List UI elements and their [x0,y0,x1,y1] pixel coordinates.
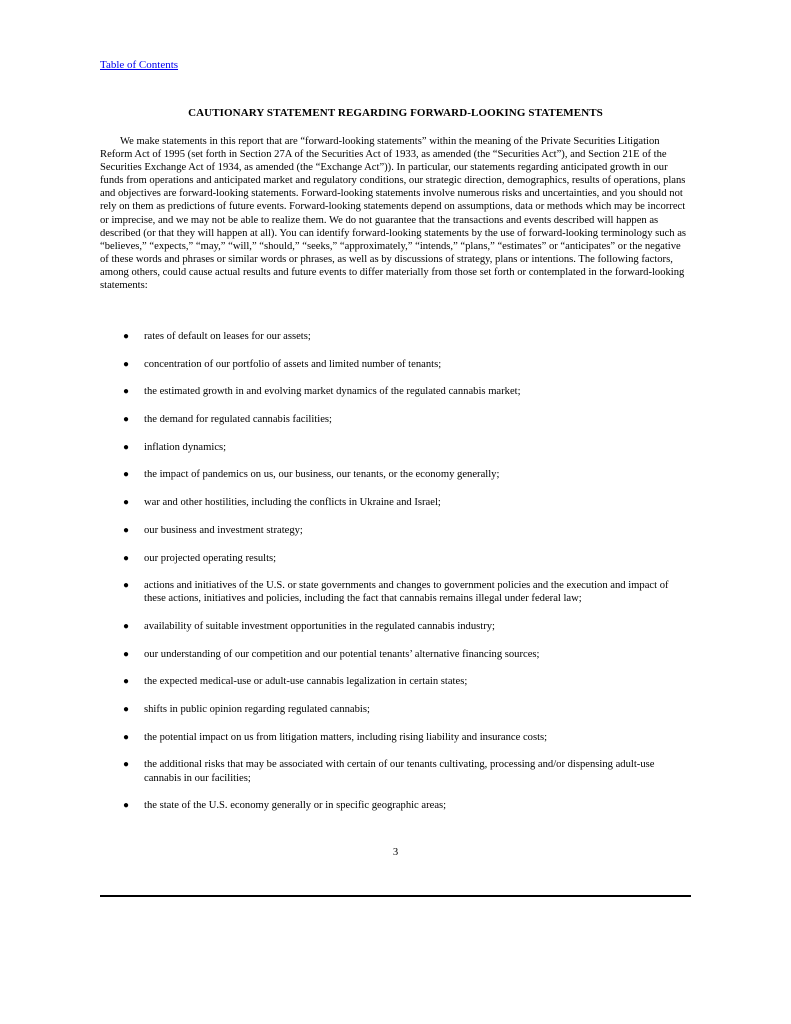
list-item [100,758,691,784]
list-item [100,330,691,343]
bullet-icon: ● [123,704,130,716]
list-item-text: availability of suitable investment opportunities in the regulated cannabis industry; [144,620,495,632]
bullet-icon: ● [123,552,130,564]
bullet-icon: ● [123,358,130,370]
list-item-text: inflation dynamics; [144,441,227,453]
list-item-text: the potential impact on us from litigation matters, including rising liability and insurance costs; [144,731,548,743]
bullet-icon: ● [123,580,130,592]
list-item-text: actions and initiatives of the U.S. or state governments and changes to government policies and the execution and impact of these actions, initiatives and policies, including the fact that cannabis remains illegal under federal law; [144,580,669,605]
list-item-text: the demand for regulated cannabis facilities; [144,414,332,426]
bullet-icon: ● [123,524,130,536]
list-item [100,468,691,481]
list-item-text: the additional risks that may be associated with certain of our tenants cultivating, processing and/or dispensing adult-use cannabis in our facilities; [144,759,655,784]
list-item [100,799,691,812]
bullet-icon: ● [123,676,130,688]
list-item [100,496,691,509]
list-item [100,413,691,426]
list-item [100,358,691,371]
list-item [100,385,691,398]
bullet-icon: ● [123,441,130,453]
list-item [100,648,691,661]
list-item [100,703,691,716]
list-item-text: our business and investment strategy; [144,524,303,536]
list-item [100,731,691,744]
bullet-icon: ● [123,331,130,342]
list-item-text: the impact of pandemics on us, our business, our tenants, or the economy generally; [144,469,500,481]
bullet-icon: ● [123,620,130,632]
risk-factor-list [100,330,691,827]
list-item-text: the state of the U.S. economy generally or in specific geographic areas; [144,800,447,812]
list-item-text: our projected operating results; [144,552,277,564]
bullet-icon: ● [123,414,130,426]
list-item [100,675,691,688]
list-item [100,620,691,633]
intro-paragraph: We make statements in this report that are “forward-looking statements” within the meaning of the Private Securities Litigation Reform Act of 1995 (set forth in Section 27A of the Securities Act of 1933, as amended (the “Securities Act”), and Section 21E of the Securities Exchange Act of 1934, as amended (the “Exchange Act”)). In particular, our statements regarding anticipated growth in our funds from operations and anticipated market and regulatory conditions, our strategic direction, demographics, results of operations, plans and objectives are forward-looking statements. Forward-looking statements involve numerous risks and uncertainties, and you should not rely on them as predictions of future events. Forward-looking statements depend on assumptions, data or methods which may be incorrect or imprecise, and we may not be able to realize them. We do not guarantee that the transactions and events described will happen as described (or that they will happen at all). You can identify forward-looking statements by the use of forward-looking terminology such as “believes,” “expects,” “may,” “will,” “should,” “seeks,” “approximately,” “intends,” “plans,” “estimates” or “anticipates” or the negative of these words and phrases or similar words or phrases, as well as by discussions of strategy, plans or intentions. The following factors, among others, could cause actual results and future events to differ materially from those set forth or contemplated in the forward-looking statements: [100,136,687,292]
list-item [100,441,691,454]
list-item-text: our understanding of our competition and our potential tenants’ alternative financing sources; [144,648,540,660]
bullet-icon: ● [123,800,130,812]
list-item-text: the estimated growth in and evolving market dynamics of the regulated cannabis market; [144,386,521,398]
list-item [100,552,691,565]
list-item [100,524,691,537]
page-number: 3 [392,847,399,858]
list-item-text: rates of default on leases for our assets; [144,331,311,342]
bullet-icon: ● [123,469,130,481]
bullet-icon: ● [123,731,130,743]
list-item [100,579,691,605]
list-item-text: concentration of our portfolio of assets and limited number of tenants; [144,358,442,370]
bullet-icon: ● [123,759,130,771]
bullet-icon: ● [123,497,130,509]
page-divider [100,895,691,897]
bullet-icon: ● [123,386,130,398]
list-item-text: shifts in public opinion regarding regulated cannabis; [144,704,370,716]
list-item-text: the expected medical-use or adult-use cannabis legalization in certain states; [144,676,468,688]
table-of-contents-link[interactable]: Table of Contents [100,59,179,71]
list-item-text: war and other hostilities, including the conflicts in Ukraine and Israel; [144,497,441,509]
section-heading: CAUTIONARY STATEMENT REGARDING FORWARD-LOOKING STATEMENTS [188,107,603,119]
bullet-icon: ● [123,648,130,660]
